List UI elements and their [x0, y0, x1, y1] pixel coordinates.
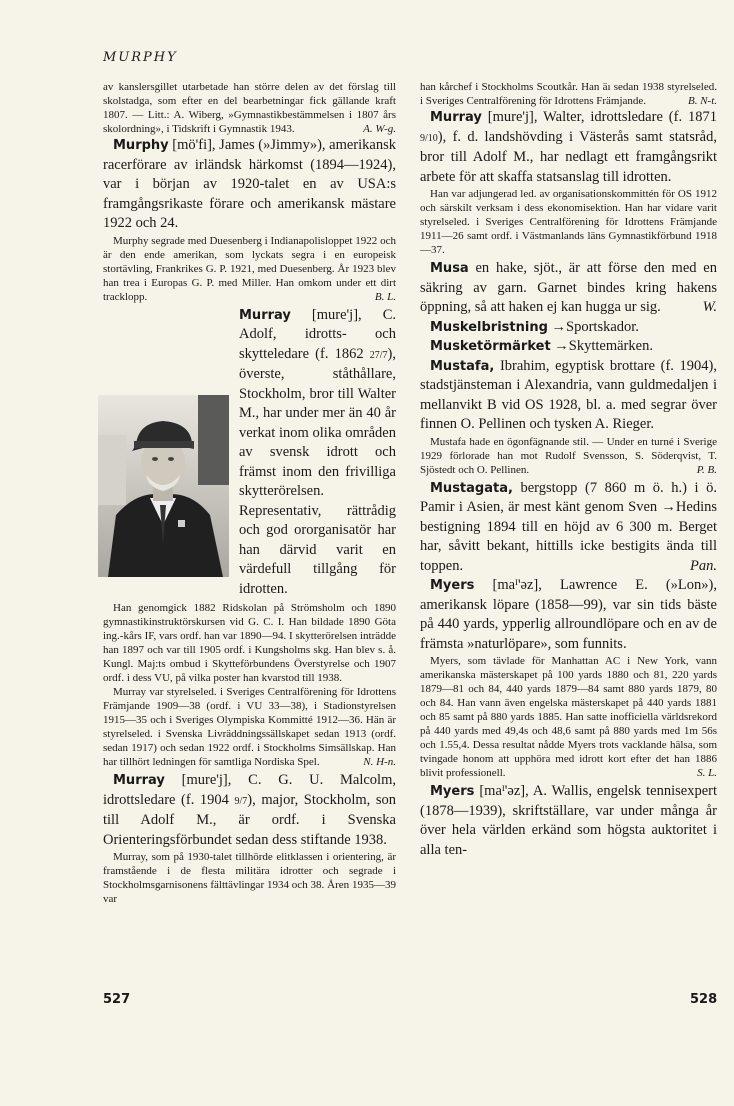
- entry-muskelbristning: [420, 318, 717, 338]
- headword: Mustafa,: [430, 358, 495, 374]
- page-number-right: 528: [690, 992, 718, 1007]
- portrait-photo: [98, 395, 229, 577]
- entry-myers-lawrence-details: Myers, som tävlade för Manhattan AC i New York, vann amerikanska mästerskapet på 100 yards 1880 och 81, 220 yards 1879—81 och 84, 440 yards 1879—84 samt 880 yards 1879, 80 och 84. Han vann även engelska mästerskapet på 440 yards 1881 och 85 samt på 880 yards 1885. Han satte inofficiella världsrekord på 440 yards med 49,4s och 48,6 samt på 880 yards med 1m 56s och 1.55,4. Dessa resultat nådde Myers trots vacklande hälsa, som tvingade honom att upphöra med idrott kort efter det han 1886 blivit professionell. S. L.: [420, 655, 717, 779]
- author-signature: A. W-g.: [363, 123, 396, 135]
- author-signature: P. B.: [696, 463, 717, 476]
- entry-mustafa-head: Mustafa, Ibrahim, egyptisk brottare (f. 1904), stadstjänsteman i Alexandria, vann guldmedaljen i mellanvikt B vid OS 1928, bl. a. med segrar över finnen O. Pellinen och tysken A. Rieger.: [420, 357, 717, 432]
- right-column: [420, 80, 717, 860]
- headword: Myers: [430, 578, 475, 593]
- headword: Murphy: [113, 138, 169, 153]
- entry-murray-adolf-head: Murray [mure'j], C. Adolf, idrotts- och skytteledare (f. 1862 27/7), överste, ståthållare, Stockholm, bror till Walter M., har under mer än 40 år verkat inom olika områden av svensk idrott och främst inom den frivilliga skytterörelsen. Representativ, rättrådig och god ororganisatör har han därvid varit en värdefull tillgång för idrotten.: [103, 306, 396, 600]
- headword: Muskelbristning: [430, 319, 548, 335]
- entry-murray-walter-head: Murray [mure'j], Walter, idrottsledare (f. 1871 9/10), f. d. landshövding i Västerås samt statsråd, bror till Adolf M., har nedlagt ett framgångsrikt arbete för att skaffa statsanslag till idrotten.: [420, 109, 717, 185]
- entry-murphy-head: Murphy [mö'fi], James (»Jimmy»), amerikansk racerförare av irländsk härkomst (1894—1924), var i början av 1920-talet en av USA:s framgångsrikaste förare och amerikansk mästare 1922 och 24.: [103, 137, 396, 231]
- entry-murray-malcolm-details: Murray, som på 1930-talet tillhörde elitklassen i orientering, är framstående i de flesta militära idrotter och segrade i Stockholmsgarnisonens fälttävlingar 1934 och 38. Åren 1935—39 var: [103, 851, 396, 905]
- entry-musa: Musa en hake, sjöt., är att förse den med en säkring av garn. Garnet bindes kring hakens öppning, så att haken ej kan hugga ur sig. W.: [420, 259, 717, 318]
- entry-mustafa-details: Mustafa hade en ögonfägnande stil. — Under en turné i Sverige 1929 förlorade han mot Rudolf Svensson, S. Söderqvist, T. Sjöstedt och O. Pellinen. P. B.: [420, 435, 717, 476]
- entry-myers-wallis-head: Myers [maᴵ'əz], A. Wallis, engelsk tennisexpert (1878—1939), skriftställare, var under många år över hela världen erkänd som högsta auktoritet i alla ten-: [420, 783, 717, 858]
- author-signature: Pan.: [690, 557, 717, 574]
- author-signature: N. H-n.: [363, 756, 396, 768]
- cross-reference[interactable]: →Skyttemärken.: [550, 338, 653, 354]
- author-signature: B. N-t.: [687, 95, 717, 107]
- entry-continuation: av kanslersgillet utarbetade han större delen av det förslag till skolstadga, som efter en del bearbetningar fick gällande kraft 1807. — Litt.: A. Wiberg, »Gymnastikbestämmelsen i 1807 års skolordning», i Tidskrift i Gymnastik 1943. A. W-g.: [103, 81, 396, 135]
- entry-mustagata: Mustagata, bergstopp (7 860 m ö. h.) i ö. Pamir i Asien, är mest känt genom Sven →Hedins bestigning 1894 till en höjd av 6 300 m. Berget har, såvitt bekant, hittills icke bestigits ända till toppen. Pan.: [420, 479, 717, 577]
- headword: Myers: [430, 784, 475, 799]
- headword: Murray: [430, 110, 482, 125]
- entry-myers-lawrence-head: Myers [maᴵ'əz], Lawrence E. (»Lon»), amerikansk löpare (1858—99), var sin tids bäste på 440 yards, ypperlig allroundlöpare och en av de främsta »naturlöpare», som funnits.: [420, 577, 717, 652]
- headword: Mustagata,: [430, 480, 513, 496]
- entry-musketormarket: [420, 337, 717, 357]
- portrait-image: [98, 395, 229, 577]
- entry-murray-adolf-details-2: Murray var styrelseled. i Sveriges Centralförening för Idrottens Främjande 1909—38 (ordf. i VU 33—38), i Stadionstyrelsen 1915—35 och i Sveriges Olympiska Kommitté 1912—36. Hän är styrelseled. i Svenska Livräddningssällskapet sedan 1913 (ordf. sedan 1917) och sedan 1922 ordf. i Stockholms Simsällskap. Han har tillhört ledningen för samtliga Nordiska Spel. N. H-n.: [103, 686, 396, 768]
- headword: Murray: [239, 307, 291, 323]
- headword: Musa: [430, 261, 469, 276]
- entry-murray-malcolm-head: Murray [mure'j], C. G. U. Malcolm, idrottsledare (f. 1904 9/7), major, Stockholm, son till Adolf M., är ordf. i Svenska Orienteringsförbundet sedan dess stiftande 1938.: [103, 772, 396, 848]
- left-column-lower: [103, 601, 396, 906]
- entry-murray-walter-details: Han var adjungerad led. av organisationskommittén för OS 1912 och särskilt verksam i dess ekonomisektion. Han har vidare varit styrelseled. i Sveriges Centralförening för Idrottens Främjande 1911—26 samt ordf. i Västmanlands läns Gymnastikförbund 1918—37.: [420, 188, 717, 256]
- author-signature: B. L.: [374, 290, 396, 303]
- page-number-left: 527: [103, 992, 131, 1007]
- entry-murphy-details: Murphy segrade med Duesenberg i Indianapolisloppet 1922 och är den ende amerikan, som lyckats segra i en europeisk stortävling, Frankrikes G. P. 1921, med Duesenberg. År 1923 blev han trea i Europas G. P. med Miller. Han omkom under ett dirt tracklopp. B. L.: [103, 234, 396, 303]
- entry-continuation: han kårchef i Stockholms Scoutkår. Han äı sedan 1938 styrelseled. i Sveriges Centralförening för Idrottens Främjande. B. N-t.: [420, 81, 717, 107]
- headword: Musketörmärket: [430, 339, 551, 354]
- entry-murray-adolf-details-1: Han genomgick 1882 Ridskolan på Strömsholm och 1890 gymnastikinstruktörskursen vid G. C. I. Han bildade 1890 Göta ing.-kårs IF, vars ordf. han var 1890—94. I skytterörelsen inträdde han 1897 och var till 1905 ordf. i Kungsholms skg. Han blev s. å. Kungl. Maj:ts ombud i Skytteförbundens Överstyrelse och 1907 ordf. i dess VU, på vilka poster han kvarstod till 1938.: [103, 602, 396, 684]
- author-signature: S. L.: [697, 767, 717, 779]
- author-signature: W.: [702, 299, 717, 315]
- cross-reference[interactable]: →Sportskador.: [547, 318, 639, 335]
- running-head: MURPHY: [103, 50, 178, 65]
- headword: Murray: [113, 773, 165, 788]
